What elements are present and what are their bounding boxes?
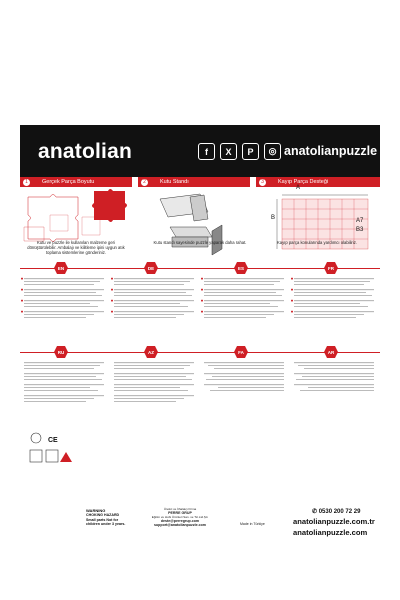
box-stand-illustration: [160, 194, 222, 255]
phone-number[interactable]: ✆ 0530 200 72 29: [312, 509, 361, 515]
size-label-b3: B3: [356, 227, 364, 233]
dim-label-a: A: [296, 185, 301, 191]
dim-label-b: B: [271, 215, 276, 221]
caption-section-1: Kutu ve puzzle ile kullanılan malzeme geri dönüştürülebilir. Ambalajı ve kilitleme ipini uygun atık toplama sistemlerine gönderiniz.: [27, 240, 125, 255]
social-handle: anatolianpuzzle: [284, 144, 378, 158]
header-bar: [20, 125, 380, 177]
size-label-a7: A7: [356, 218, 364, 224]
lang-badge-es: ES: [234, 262, 248, 274]
language-row-1: [20, 262, 380, 274]
section-1-header: 1 Gerçek Parça Boyutu: [20, 177, 132, 187]
whatsapp-icon: ✆: [312, 509, 319, 515]
pinterest-icon[interactable]: P: [242, 143, 259, 160]
lang-badge-az: AZ: [144, 346, 158, 358]
x-icon[interactable]: X: [220, 143, 237, 160]
caption-section-3: Kayıp parça konularında yardımcı olabiliriz.: [276, 240, 358, 245]
puzzle-pieces-illustration: [24, 195, 100, 242]
company-info: Üretici ve İthalatçı Firma PERRE GRUP Eğitim ve Hobi Ürünleri San. ve Tic.Ltd.Şti. deste@perregrup.com support@anatolianpuzzle.com: [151, 507, 209, 527]
recycling-symbols: [26, 430, 80, 500]
lang-badge-ru: RU: [54, 346, 68, 358]
lang-badge-ar: AR: [324, 346, 338, 358]
instructions-text-block-1: [20, 276, 380, 344]
lang-badge-en: EN: [54, 262, 68, 274]
section-2-header: 2 Kutu Standı: [138, 177, 250, 187]
lang-badge-de: DE: [144, 262, 158, 274]
lang-badge-fa: FA: [234, 346, 248, 358]
brand-logo: anatolian: [38, 140, 132, 163]
facebook-icon[interactable]: f: [198, 143, 215, 160]
website-url-com[interactable]: anatolianpuzzle.com: [293, 528, 368, 537]
social-links: [198, 143, 281, 160]
instagram-icon[interactable]: ◎: [264, 143, 281, 160]
language-row-2: [20, 346, 380, 358]
lang-badge-fr: FR: [324, 262, 338, 274]
instructions-text-block-2: [20, 360, 380, 422]
website-url-tr[interactable]: anatolianpuzzle.com.tr: [293, 517, 375, 526]
red-puzzle-piece: [92, 189, 127, 222]
section-3-header: 3 Kayıp Parça Desteği: [256, 177, 380, 187]
made-in-label: Made in Türkiye: [240, 522, 265, 526]
section-headers: [20, 177, 380, 187]
svg-text:CE: CE: [48, 437, 58, 444]
caption-section-2: Kutu standı sayesinde puzzle yaparak daha rahat.: [153, 240, 247, 245]
choking-warning: WARNING CHOKING HAZARD Small parts Not for children under 3 years.: [86, 508, 126, 526]
